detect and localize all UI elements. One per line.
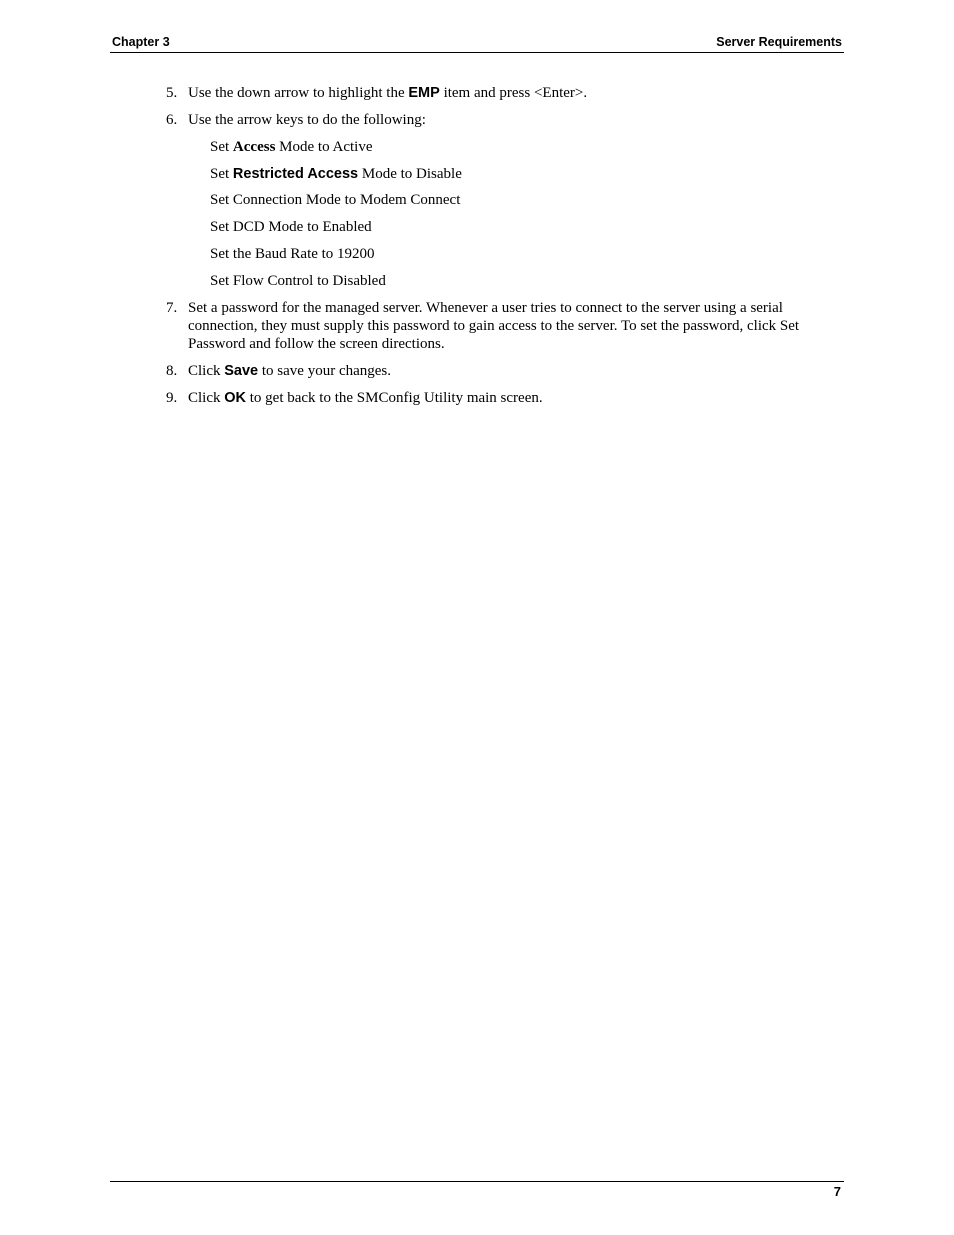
substep-restricted-access: Set Restricted Access Mode to Disable (210, 166, 462, 182)
ui-label-emp: EMP (408, 85, 440, 101)
step-text: Click OK to get back to the SMConfig Utility main screen. (188, 390, 543, 406)
step-text: Click Save to save your changes. (188, 363, 392, 379)
header-chapter: Chapter 3 (112, 35, 170, 49)
ui-label-save: Save (224, 363, 259, 379)
substep-connection-mode: Set Connection Mode to Modem Connect (210, 192, 461, 208)
page-number: 7 (833, 1184, 841, 1199)
step-number: 5. (166, 85, 178, 101)
substep-flow-control: Set Flow Control to Disabled (210, 273, 386, 289)
step-number: 9. (166, 390, 178, 406)
step-text: Use the arrow keys to do the following: (188, 112, 426, 128)
substep-baud-rate: Set the Baud Rate to 19200 (210, 246, 375, 262)
header-section: Server Requirements (716, 35, 842, 49)
step-number: 6. (166, 112, 178, 128)
header-rule (110, 52, 844, 53)
step-text: Set a password for the managed server. Whenever a user tries to connect to the server using a serial connection, they must supply this password to gain access to the server. To set the password, click Set Password and follow the screen directions. (188, 300, 800, 352)
substep-dcd-mode: Set DCD Mode to Enabled (210, 219, 372, 235)
ui-label-ok: OK (224, 390, 246, 406)
step-number: 7. (166, 300, 178, 316)
footer-rule (110, 1181, 844, 1182)
step-number: 8. (166, 363, 178, 379)
step-text: Use the down arrow to highlight the EMP item and press <Enter>. (188, 85, 588, 101)
substep-access-mode: Set Access Mode to Active (210, 139, 373, 155)
